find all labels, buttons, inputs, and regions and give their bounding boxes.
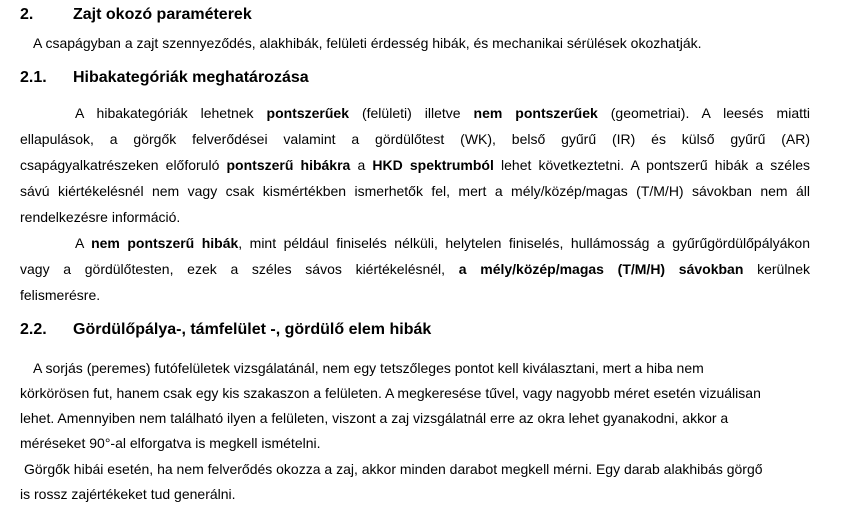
section-number: 2. — [20, 6, 34, 23]
text-run: a — [350, 157, 373, 173]
text-run: (felületi) illetve — [348, 105, 474, 121]
section-number: 2.2. — [20, 321, 47, 338]
bold-term: pontszerű hibákra — [226, 157, 351, 173]
text-run: kerülnek — [743, 261, 811, 277]
text-run: A hibakategóriák lehetnek — [75, 105, 267, 121]
text-run: A — [75, 235, 92, 251]
text-run: csapágyalkatrészeken előforuló — [20, 157, 227, 173]
paragraph-4-line-2: is rossz zajértékeket tud generálni. — [20, 486, 236, 502]
bold-term: HKD spektrumból — [372, 157, 494, 173]
section-title: Zajt okozó paraméterek — [73, 6, 252, 23]
heading-section-2-2 — [20, 321, 432, 339]
text-run: vagy a gördülőtesten, ezek a széles sávos kiértékelésnél, — [20, 261, 459, 277]
heading-section-2 — [20, 6, 252, 24]
text-run: (geometriai). A leesés miatti — [597, 105, 810, 121]
text-run: , mint például finiselés nélküli, helytelen finiselés, hullámosság a gyűrűgördülőpályákon — [238, 235, 810, 251]
bold-term: a mély/közép/magas (T/M/H) sávokban — [458, 261, 744, 277]
paragraph-1-line-1 — [75, 105, 810, 121]
paragraph-1-line-3 — [20, 157, 810, 173]
section-title: Gördülőpálya-, támfelület -, gördülő elem hibák — [73, 321, 432, 338]
paragraph-4-line-1: Görgők hibái esetén, ha nem felverődés okozza a zaj, akkor minden darabot megkell mérni. Egy darab alakhibás görgő — [24, 461, 763, 477]
paragraph-3-line-4: méréseket 90°-al elforgatva is megkell ismételni. — [20, 435, 321, 451]
paragraph-3-line-3: lehet. Amennyiben nem található ilyen a felületen, viszont a zaj vizsgálatnál erre az okra lehet gyanakodni, akkor a — [20, 410, 729, 426]
paragraph-1-line-4: sávú kiértékelésnél nem vagy csak kismértékben ismerhetők fel, mert a mély/közép/magas (T/M/H) sávokban nem áll — [20, 183, 810, 199]
intro-paragraph: A csapágyban a zajt szennyeződés, alakhibák, felületi érdesség hibák, és mechanikai sérülések okozhatják. — [33, 35, 702, 51]
bold-term: pontszerűek — [266, 105, 349, 121]
paragraph-1-line-2: ellapulások, a görgők felverődései valamint a gördülőtest (WK), belső gyűrű (IR) és külső gyűrű (AR) — [20, 131, 810, 147]
section-title: Hibakategóriák meghatározása — [73, 69, 309, 86]
section-number: 2.1. — [20, 69, 47, 86]
heading-section-2-1 — [20, 69, 309, 87]
paragraph-3-line-2: körkörösen fut, hanem csak egy kis szakaszon a felületen. A megkeresése tűvel, vagy nagyobb méret esetén vizuálisan — [20, 385, 761, 401]
bold-term: nem pontszerű hibák — [91, 235, 239, 251]
paragraph-2-line-1 — [75, 235, 810, 251]
text-run: lehet következtetni. A pontszerű hibák a széles — [493, 157, 810, 173]
paragraph-2-line-3: felismerésre. — [20, 287, 101, 303]
paragraph-1-line-5: rendelkezésre információ. — [20, 209, 181, 225]
paragraph-3-line-1: A sorjás (peremes) futófelületek vizsgálatánál, nem egy tetszőleges pontot kell kiválasztani, mert a hiba nem — [33, 360, 704, 376]
bold-term: nem pontszerűek — [473, 105, 598, 121]
paragraph-2-line-2 — [20, 261, 810, 277]
